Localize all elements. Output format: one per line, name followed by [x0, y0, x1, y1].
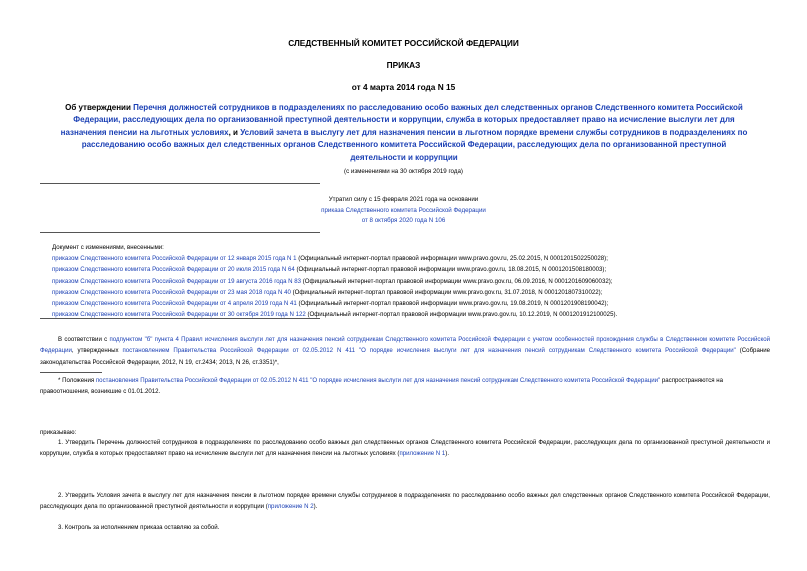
- item-text: 2. Утвердить Условия зачета в выслугу лет для назначения пенсии в льготном порядке времени службы сотрудников в подразделениях по расследованию особо важных дел следственных органов Следственного комитета Российской Федерации, расследующих дела по организованной преступной деятельности и коррупции (: [40, 492, 770, 511]
- doc-date-number: от 4 марта 2014 года N 15: [351, 82, 456, 92]
- history-intro: Документ с изменениями, внесенными:: [52, 244, 164, 251]
- title-middle: , и: [228, 127, 241, 137]
- divider: [40, 183, 320, 184]
- preamble-text: , утвержденных: [71, 347, 123, 355]
- history-item: [52, 298, 617, 309]
- history-item-link[interactable]: приказом Следственного комитета Российской Федерации от 30 октября 2019 года N 122: [52, 311, 306, 319]
- history-item-link[interactable]: приказом Следственного комитета Российской Федерации от 20 июля 2015 года N 64: [52, 266, 295, 274]
- org-name: СЛЕДСТВЕННЫЙ КОМИТЕТ РОССИЙСКОЙ ФЕДЕРАЦИИ: [288, 38, 519, 48]
- order-item-2: [40, 490, 770, 513]
- footnote-text: * Положения: [58, 377, 96, 384]
- history-item-link[interactable]: приказом Следственного комитета Российской Федерации от 19 августа 2016 года N 83: [52, 277, 302, 285]
- history-item-text: (Официальный интернет-портал правовой информации www.pravo.gov.ru, 31.07.2018, N 0001201807310022);: [290, 288, 603, 296]
- order-item-1: [40, 437, 770, 460]
- title-link-conditions[interactable]: Условий зачета в выслугу лет для назначения пенсии в льготном порядке времени службы сотрудников в подразделениях по расследованию особо важных дел следственных органов Следственного комитета Российской Федерации, расследующих дела по организованной преступной деятельности и коррупции: [81, 127, 748, 162]
- title-prefix: Об утверждении: [65, 103, 134, 112]
- history-item-text: (Официальный интернет-портал правовой информации www.pravo.gov.ru, 25.02.2015, N 0001201502250028);: [296, 255, 608, 263]
- preamble-text: В соответствии с: [58, 336, 110, 343]
- history-item-text: (Официальный интернет-портал правовой информации www.pravo.gov.ru, 06.09.2016, N 0001201609060032);: [301, 277, 613, 285]
- title-link-list[interactable]: Перечня должностей сотрудников в подразделениях по расследованию особо важных дел следственных органов Следственного комитета Российской Федерации, расследующих дела по организованной преступной деятельности и коррупции, служба в которых предоставляет право на исчисление выслуги лет для назначения пенсии на льготных условиях: [60, 103, 743, 137]
- preamble-text: (Собрание законодательства Российской Федерации, 2012, N 19, ст.2434; 2013, N 26, ст.3351)*,: [40, 347, 770, 366]
- preamble-link-rules[interactable]: подпунктом "б" пункта 4 Правил исчисления выслуги лет для назначения пенсий сотрудникам Следственного комитета Российской Федерации с учетом особенностей прохождения службы в Следственном комитете Российской Федерации: [40, 336, 771, 355]
- divider: [40, 232, 320, 233]
- footnote: [40, 375, 770, 398]
- history-item: [52, 253, 617, 264]
- history-item: [52, 276, 617, 287]
- history-item: [52, 264, 617, 275]
- amended-note: (с изменениями на 30 октября 2019 года): [344, 168, 463, 175]
- item-text: ).: [313, 503, 318, 511]
- preamble: [40, 334, 770, 368]
- divider: [40, 318, 320, 319]
- history-item-text: (Официальный интернет-портал правовой информации www.pravo.gov.ru, 10.12.2019, N 0001201912100025).: [305, 311, 618, 319]
- footnote-text: распространяются на правоотношения, возникшие с 01.01.2012.: [40, 377, 724, 396]
- history-item: [52, 287, 617, 298]
- footnote-link-resolution[interactable]: постановления Правительства Российской Федерации от 02.05.2012 N 411 "О порядке исчисления выслуги лет для назначения пенсий сотрудникам Следственного комитета Российской Федерации": [95, 377, 661, 384]
- document-title: [58, 102, 750, 164]
- repeal-line-1: Утратил силу с 15 февраля 2021 года на основании: [328, 196, 479, 203]
- history-item-link[interactable]: приказом Следственного комитета Российской Федерации от 4 апреля 2019 года N 41: [52, 300, 297, 308]
- item-text: ).: [445, 450, 450, 458]
- appendix-2-link[interactable]: приложение N 2: [267, 503, 314, 511]
- repeal-link-date[interactable]: от 8 октября 2020 года N 106: [361, 217, 446, 224]
- history-item-text: (Официальный интернет-портал правовой информации www.pravo.gov.ru, 19.08.2019, N 0001201908190042);: [296, 300, 609, 308]
- footnote-divider: [40, 372, 102, 373]
- order-item-3: 3. Контроль за исполнением приказа оставляю за собой.: [58, 524, 220, 531]
- order-word: приказываю:: [40, 429, 77, 436]
- item-text: 1. Утвердить Перечень должностей сотрудников в подразделениях по расследованию особо важных дел следственных органов Следственного комитета Российской Федерации, расследующих дела по организованной преступной деятельности и коррупции, служба в которых предоставляет право на исчисление выслуги лет для назначения пенсии на льготных условиях (: [40, 439, 770, 458]
- history-item-text: (Официальный интернет-портал правовой информации www.pravo.gov.ru, 18.08.2015, N 0001201508180003);: [294, 266, 607, 274]
- history-item-link[interactable]: приказом Следственного комитета Российской Федерации от 23 мая 2018 года N 40: [52, 288, 291, 296]
- amendment-history: [52, 242, 617, 320]
- history-item-link[interactable]: приказом Следственного комитета Российской Федерации от 12 января 2015 года N 1: [52, 255, 297, 263]
- doc-type: ПРИКАЗ: [386, 60, 421, 70]
- appendix-1-link[interactable]: приложение N 1: [399, 450, 446, 458]
- preamble-link-resolution[interactable]: постановлением Правительства Российской Федерации от 02.05.2012 N 411 "О порядке исчисления выслуги лет для назначения пенсий сотрудникам Следственного комитета Российской Федерации": [122, 347, 736, 355]
- repeal-link-order[interactable]: приказа Следственного комитета Российской Федерации: [321, 207, 486, 214]
